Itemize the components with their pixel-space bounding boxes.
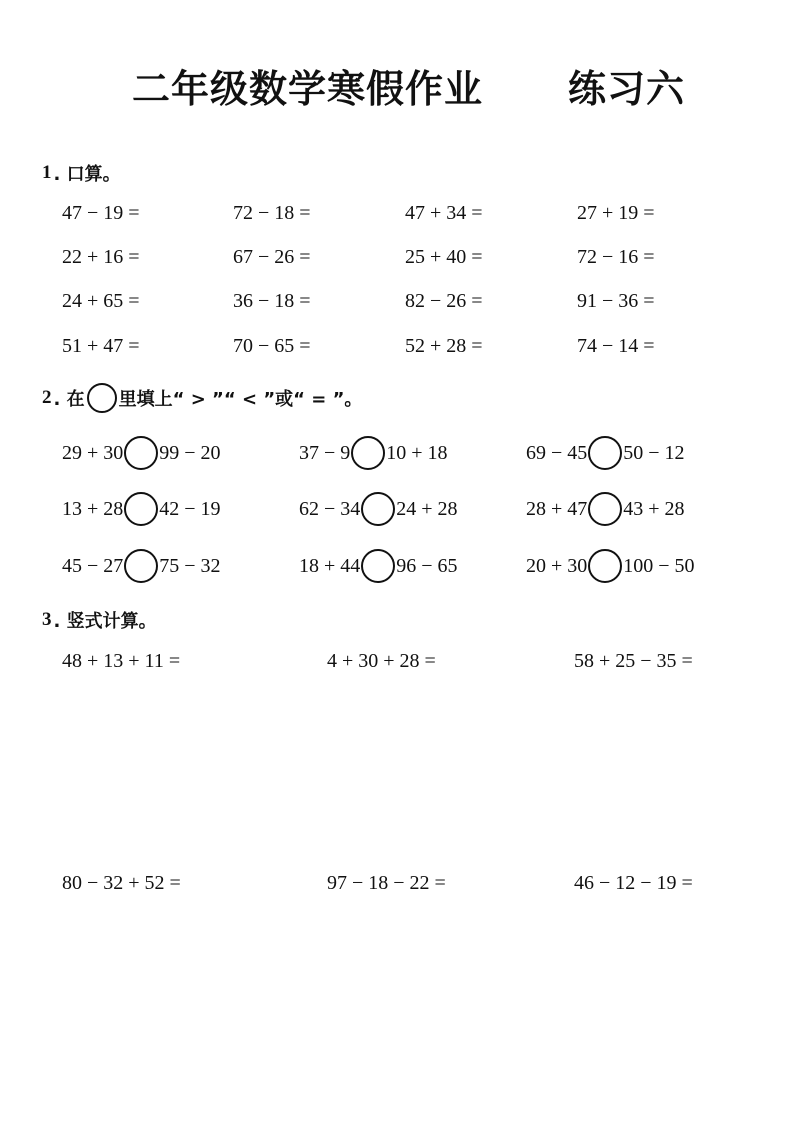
compare-item bbox=[62, 492, 221, 526]
compare-right: 75 − 32 bbox=[159, 554, 221, 577]
oral-calc-item: 70 − 65 = bbox=[233, 335, 311, 357]
oral-calc-item: 72 − 16 = bbox=[577, 246, 655, 268]
answer-circle[interactable] bbox=[124, 492, 158, 526]
vertical-calc-item: 46 − 12 − 19 = bbox=[574, 872, 693, 894]
compare-left: 69 − 45 bbox=[526, 441, 588, 464]
section2-heading bbox=[42, 383, 362, 413]
compare-item bbox=[526, 436, 685, 470]
oral-calc-item: 51 + 47 = bbox=[62, 335, 140, 357]
compare-right: 24 + 28 bbox=[396, 497, 458, 520]
compare-right: 43 + 28 bbox=[623, 497, 685, 520]
circle-icon bbox=[87, 383, 117, 413]
oral-calc-item: 72 − 18 = bbox=[233, 202, 311, 224]
oral-calc-item: 24 + 65 = bbox=[62, 290, 140, 312]
compare-item bbox=[526, 492, 685, 526]
vertical-calc-item: 58 + 25 − 35 = bbox=[574, 650, 693, 672]
compare-item bbox=[299, 492, 458, 526]
compare-left: 45 − 27 bbox=[62, 554, 124, 577]
section3-heading bbox=[42, 607, 157, 633]
vertical-calc-item: 4 + 30 + 28 = bbox=[327, 650, 436, 672]
compare-left: 28 + 47 bbox=[526, 497, 588, 520]
compare-right: 96 − 65 bbox=[396, 554, 458, 577]
section2-heading-post: 里填上“ > ”“ < ”或“ = ”。 bbox=[118, 389, 363, 410]
compare-right: 99 − 20 bbox=[159, 441, 221, 464]
compare-left: 37 − 9 bbox=[299, 441, 351, 464]
oral-calc-item: 27 + 19 = bbox=[577, 202, 655, 224]
oral-calc-item: 25 + 40 = bbox=[405, 246, 483, 268]
section3-heading-text: . 竖式计算。 bbox=[53, 611, 157, 632]
title-main: 二年级数学寒假作业 bbox=[132, 67, 484, 111]
compare-right: 100 − 50 bbox=[623, 554, 695, 577]
oral-calc-item: 82 − 26 = bbox=[405, 290, 483, 312]
compare-item bbox=[62, 436, 221, 470]
oral-calc-item: 74 − 14 = bbox=[577, 335, 655, 357]
answer-circle[interactable] bbox=[124, 436, 158, 470]
vertical-calc-item: 97 − 18 − 22 = bbox=[327, 872, 446, 894]
answer-circle[interactable] bbox=[361, 549, 395, 583]
oral-calc-item: 47 + 34 = bbox=[405, 202, 483, 224]
oral-calc-item: 47 − 19 = bbox=[62, 202, 140, 224]
compare-item bbox=[299, 436, 448, 470]
compare-left: 20 + 30 bbox=[526, 554, 588, 577]
section1-heading bbox=[42, 160, 121, 186]
oral-calc-item: 67 − 26 = bbox=[233, 246, 311, 268]
compare-right: 10 + 18 bbox=[386, 441, 448, 464]
answer-circle[interactable] bbox=[588, 492, 622, 526]
title-sub: 练习六 bbox=[568, 67, 686, 111]
section3-number: 3 bbox=[42, 609, 52, 630]
compare-left: 29 + 30 bbox=[62, 441, 124, 464]
compare-right: 50 − 12 bbox=[623, 441, 685, 464]
section1-heading-text: . 口算。 bbox=[53, 164, 121, 185]
compare-item bbox=[62, 549, 221, 583]
compare-item bbox=[526, 549, 695, 583]
answer-circle[interactable] bbox=[124, 549, 158, 583]
oral-calc-item: 22 + 16 = bbox=[62, 246, 140, 268]
section2-number: 2 bbox=[42, 387, 52, 408]
compare-left: 13 + 28 bbox=[62, 497, 124, 520]
answer-circle[interactable] bbox=[588, 436, 622, 470]
compare-left: 62 − 34 bbox=[299, 497, 361, 520]
section1-number: 1 bbox=[42, 162, 52, 183]
answer-circle[interactable] bbox=[588, 549, 622, 583]
answer-circle[interactable] bbox=[351, 436, 385, 470]
vertical-calc-item: 48 + 13 + 11 = bbox=[62, 650, 181, 672]
compare-right: 42 − 19 bbox=[159, 497, 221, 520]
answer-circle[interactable] bbox=[361, 492, 395, 526]
oral-calc-item: 52 + 28 = bbox=[405, 335, 483, 357]
compare-item bbox=[299, 549, 458, 583]
compare-left: 18 + 44 bbox=[299, 554, 361, 577]
oral-calc-item: 91 − 36 = bbox=[577, 290, 655, 312]
vertical-calc-item: 80 − 32 + 52 = bbox=[62, 872, 181, 894]
section2-heading-pre: . 在 bbox=[53, 389, 85, 410]
oral-calc-item: 36 − 18 = bbox=[233, 290, 311, 312]
